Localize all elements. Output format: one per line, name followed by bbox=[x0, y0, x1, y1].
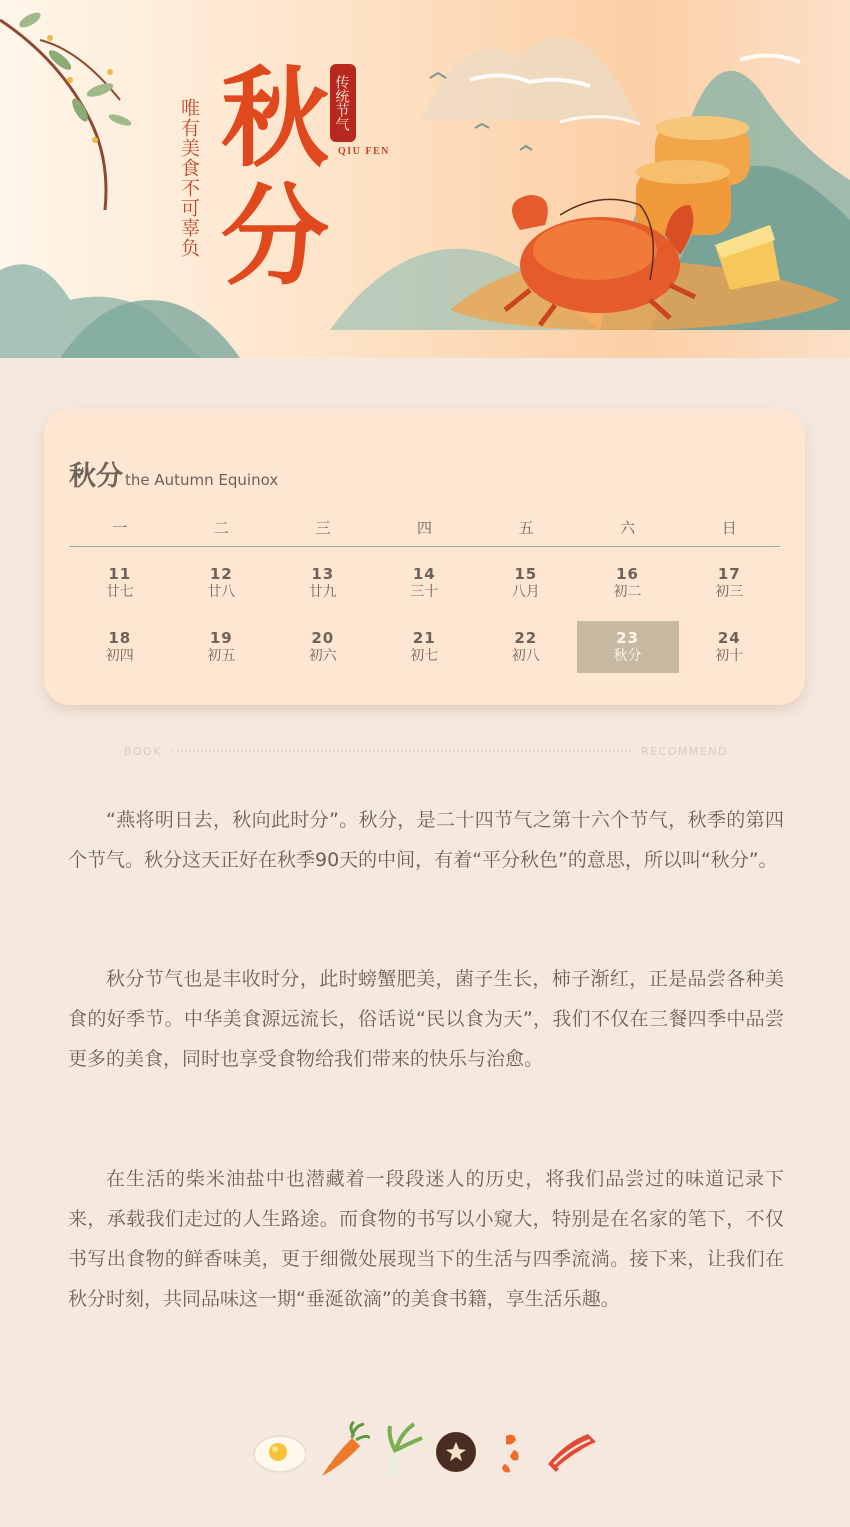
lunar-date: 初三 bbox=[715, 584, 744, 600]
day-number: 18 bbox=[108, 629, 132, 647]
banner-pinyin: QIU FEN bbox=[338, 146, 390, 157]
day-number: 20 bbox=[311, 629, 335, 647]
divider-label-left: BOOK bbox=[124, 744, 162, 758]
header-banner bbox=[0, 0, 850, 358]
weekday-label: 日 bbox=[721, 519, 737, 537]
day-number: 24 bbox=[717, 629, 741, 647]
day-number: 21 bbox=[412, 629, 436, 647]
lunar-date: 三十 bbox=[410, 584, 439, 600]
egg-icon bbox=[250, 1420, 306, 1480]
body-paragraph: 在生活的柴米油盐中也潜藏着一段段迷人的历史，将我们品尝过的味道记录下来，承载我们走过的人生路途。而食物的书写以小窥大，特别是在名家的笔下，不仅书写出食物的鲜香味美，更于细微处展现当下的生活与四季流淌。接下来，让我们在秋分时刻，共同品味这一期“垂涎欲滴”的美食书籍，享生活乐趣。 bbox=[68, 1168, 784, 1310]
day-number: 16 bbox=[616, 565, 639, 583]
calendar-day-highlighted bbox=[577, 621, 679, 673]
calendar-day bbox=[272, 557, 374, 609]
banner-slogan: 唯有美食不可辜负 bbox=[178, 98, 200, 258]
weekday-header bbox=[69, 517, 780, 547]
weekday-label: 六 bbox=[620, 519, 636, 537]
body-paragraph: 秋分节气也是丰收时分，此时螃蟹肥美，菌子生长，柿子渐红，正是品尝各种美食的好季节。中华美食源远流长，俗话说“民以食为天”，我们不仅在三餐四季中品尝更多的美食，同时也享受食物给我们带来的快乐与治愈。 bbox=[68, 968, 784, 1070]
calendar-title-en: the Autumn Equinox bbox=[125, 471, 279, 489]
day-number: 17 bbox=[717, 565, 741, 583]
divider-dots bbox=[172, 750, 631, 752]
mushroom-icon bbox=[432, 1420, 488, 1480]
weekday-label: 三 bbox=[315, 519, 331, 537]
calendar-title bbox=[69, 454, 278, 493]
day-number: 13 bbox=[311, 565, 335, 583]
calendar-day bbox=[272, 621, 374, 673]
lunar-date: 廿七 bbox=[105, 584, 134, 600]
day-number: 12 bbox=[209, 565, 233, 583]
lunar-date: 八月 bbox=[511, 584, 540, 600]
day-number: 19 bbox=[209, 629, 233, 647]
calendar-day bbox=[69, 621, 171, 673]
bacon-icon bbox=[544, 1420, 600, 1480]
calendar-day bbox=[679, 621, 781, 673]
lunar-date: 初二 bbox=[613, 584, 642, 600]
weekday-label: 五 bbox=[518, 519, 534, 537]
calendar-day bbox=[374, 621, 476, 673]
weekday-label: 二 bbox=[213, 519, 229, 537]
food-icons-row bbox=[250, 1420, 600, 1480]
calendar-card bbox=[44, 409, 805, 705]
scallion-icon bbox=[374, 1420, 430, 1480]
landscape-illustration bbox=[0, 0, 850, 358]
day-number: 15 bbox=[514, 565, 538, 583]
calendar-day bbox=[69, 557, 171, 609]
lunar-date: 廿八 bbox=[207, 584, 236, 600]
lunar-date: 秋分 bbox=[613, 648, 642, 664]
day-number: 22 bbox=[514, 629, 538, 647]
lunar-date: 初四 bbox=[105, 648, 134, 664]
calendar-day bbox=[171, 557, 273, 609]
lunar-date: 初六 bbox=[308, 648, 337, 664]
day-number: 11 bbox=[108, 565, 132, 583]
lunar-date: 初五 bbox=[207, 648, 236, 664]
lunar-date: 初七 bbox=[410, 648, 439, 664]
calendar-title-cn: 秋分 bbox=[69, 461, 123, 492]
day-number: 14 bbox=[412, 565, 436, 583]
lunar-date: 初十 bbox=[715, 648, 744, 664]
lunar-date: 廿九 bbox=[308, 584, 337, 600]
calendar-days bbox=[69, 557, 780, 673]
calendar-day bbox=[374, 557, 476, 609]
calendar-day bbox=[171, 621, 273, 673]
calendar-day bbox=[475, 621, 577, 673]
day-number: 23 bbox=[616, 629, 639, 647]
weekday-label: 四 bbox=[417, 519, 433, 537]
intro-paragraph: “燕将明日去，秋向此时分”。秋分，是二十四节气之第十六个节气，秋季的第四个节气。秋分这天正好在秋季90天的中间，有着“平分秋色”的意思，所以叫“秋分”。 bbox=[68, 809, 784, 871]
banner-title: 秋分 bbox=[220, 56, 329, 300]
calendar-day bbox=[475, 557, 577, 609]
carrot-icon bbox=[314, 1420, 370, 1480]
section-divider bbox=[124, 743, 728, 759]
chili-icon bbox=[490, 1420, 546, 1480]
divider-label-right: RECOMMEND bbox=[640, 744, 728, 758]
lunar-date: 初八 bbox=[511, 648, 540, 664]
banner-seal: 传统节气 bbox=[330, 64, 356, 142]
calendar-day bbox=[577, 557, 679, 609]
weekday-label: 一 bbox=[112, 519, 128, 537]
calendar-day bbox=[679, 557, 781, 609]
